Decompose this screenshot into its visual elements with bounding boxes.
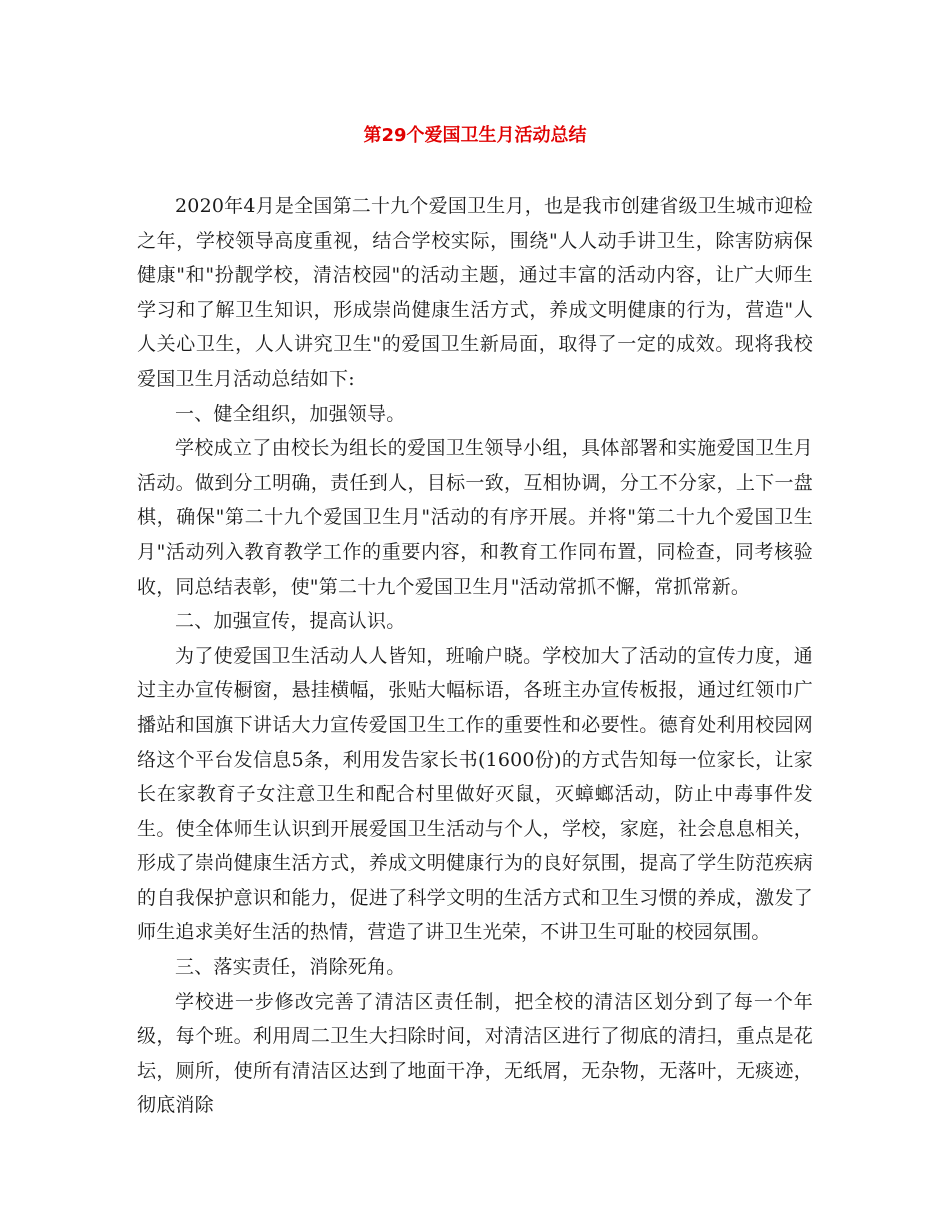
- paragraph-section-2: 为了使爱国卫生活动人人皆知，班喻户晓。学校加大了活动的宣传力度，通过主办宣传橱窗，悬挂横幅，张贴大幅标语，各班主办宣传板报，通过红领巾广播站和国旗下讲话大力宣传爱国卫生工作的重要性和必要性。德育处利用校园网络这个平台发信息5条，利用发告家长书(1600份)的方式告知每一位家长，让家长在家教育子女注意卫生和配合村里做好灭鼠，灭蟑螂活动，防止中毒事件发生。使全体师生认识到开展爱国卫生活动与个人，学校，家庭，社会息息相关，形成了崇尚健康生活方式，养成文明健康行为的良好氛围，提高了学生防范疾病的自我保护意识和能力，促进了科学文明的生活方式和卫生习惯的养成，激发了师生追求美好生活的热情，营造了讲卫生光荣，不讲卫生可耻的校园氛围。: [137, 644, 813, 944]
- section-heading-3: 三、落实责任，消除死角。: [175, 956, 406, 979]
- paragraph-intro: 2020年4月是全国第二十九个爱国卫生月，也是我市创建省级卫生城市迎检之年，学校领导高度重视，结合学校实际，围绕"人人动手讲卫生，除害防病保健康"和"扮靓学校，清洁校园"的活动主题，通过丰富的活动内容，让广大师生学习和了解卫生知识，形成崇尚健康生活方式，养成文明健康的行为，营造"人人关心卫生，人人讲究卫生"的爱国卫生新局面，取得了一定的成效。现将我校爱国卫生月活动总结如下:: [137, 195, 813, 390]
- paragraph-section-3: 学校进一步修改完善了清洁区责任制，把全校的清洁区划分到了每一个年级，每个班。利用周二卫生大扫除时间，对清洁区进行了彻底的清扫，重点是花坛，厕所，使所有清洁区达到了地面干净，无纸屑，无杂物，无落叶，无痰迹，彻底消除: [137, 990, 813, 1117]
- section-heading-2: 二、加强宣传，提高认识。: [175, 610, 406, 633]
- document-body: [137, 189, 813, 1123]
- document-title: 第29个爱国卫生月活动总结: [363, 125, 587, 146]
- section-heading-1: 一、健全组织，加强领导。: [175, 402, 406, 425]
- paragraph-section-1: 学校成立了由校长为组长的爱国卫生领导小组，具体部署和实施爱国卫生月活动。做到分工明确，责任到人，目标一致，互相协调，分工不分家，上下一盘棋，确保"第二十九个爱国卫生月"活动的有序开展。并将"第二十九个爱国卫生月"活动列入教育教学工作的重要内容，和教育工作同布置，同检查，同考核验收，同总结表彰，使"第二十九个爱国卫生月"活动常抓不懈，常抓常新。: [137, 437, 813, 598]
